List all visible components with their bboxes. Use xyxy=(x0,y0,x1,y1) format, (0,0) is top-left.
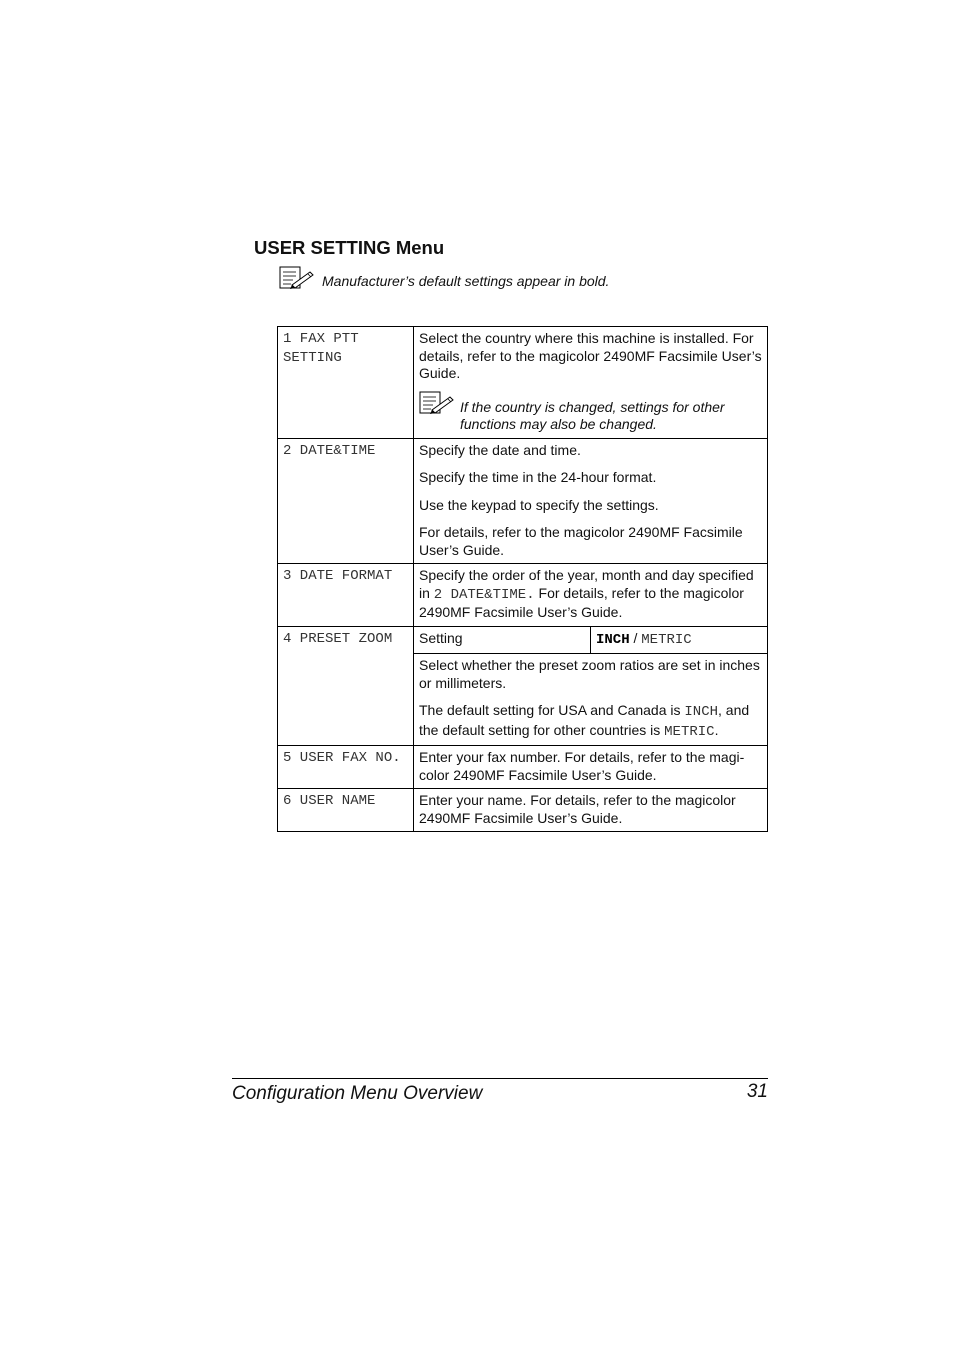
menu-item-name: 4 PRESET ZOOM xyxy=(278,626,414,746)
menu-item-name: 5 USER FAX NO. xyxy=(278,746,414,789)
menu-item-description xyxy=(414,564,768,627)
description-text: For details, refer to the magicolor 2490MF Facsimile User’s Guide. xyxy=(419,524,743,558)
footer-divider xyxy=(232,1078,768,1079)
menu-item-description xyxy=(414,327,768,439)
description-text xyxy=(419,567,763,622)
inline-note xyxy=(419,393,763,434)
description-text xyxy=(419,702,763,741)
metric-value: METRIC xyxy=(664,723,715,740)
table-row xyxy=(278,626,768,654)
page-number: 31 xyxy=(746,1081,768,1102)
note-pencil-icon xyxy=(279,266,315,290)
setting-values xyxy=(591,626,768,654)
table-row xyxy=(278,438,768,564)
menu-item-description xyxy=(414,789,768,832)
description-text: Enter your name. For details, refer to the magicolor 2490MF Facsimile User’s Guide. xyxy=(419,792,736,826)
value-separator: / xyxy=(629,629,642,646)
description-text: Select the country where this machine is installed. For details, refer to the magicolor 2490MF Facsimile User’s Guide. xyxy=(419,330,762,381)
table-row xyxy=(278,564,768,627)
description-text: Select whether the preset zoom ratios are set in inches or millimeters. xyxy=(419,657,760,691)
inch-value: INCH xyxy=(684,704,718,720)
table-row xyxy=(278,789,768,832)
menu-item-description xyxy=(414,654,768,746)
menu-item-name: 3 DATE FORMAT xyxy=(278,564,414,627)
menu-item-description xyxy=(414,438,768,564)
menu-reference: 2 DATE&TIME. xyxy=(433,586,535,603)
description-text-end: . xyxy=(714,721,719,738)
inline-note-text: If the country is changed, settings for other functions may also be changed. xyxy=(460,398,725,432)
description-text: Specify the date and time. xyxy=(419,441,581,458)
description-text: Specify the time in the 24-hour format. xyxy=(419,469,657,485)
table-row xyxy=(278,746,768,789)
default-value: INCH xyxy=(596,631,630,648)
description-text-start: The default setting for USA and Canada is xyxy=(419,702,685,718)
description-text-start: Specify the order of the year, month and day specified in xyxy=(419,567,754,601)
other-value: METRIC xyxy=(641,631,692,648)
menu-item-name: 1 FAX PTT SETTING xyxy=(278,327,414,439)
table-row xyxy=(278,327,768,439)
user-setting-table xyxy=(277,326,768,832)
default-note-text: Manufacturer’s default settings appear in bold. xyxy=(322,273,610,289)
description-text: Enter your fax number. For details, refer to the magi-color 2490MF Facsimile User’s Guide. xyxy=(419,749,745,783)
menu-item-description xyxy=(414,746,768,789)
menu-item-name: 2 DATE&TIME xyxy=(278,438,414,564)
description-text-end: For details, refer to the magicolor 2490MF Facsimile User’s Guide. xyxy=(419,584,744,620)
setting-label: Setting xyxy=(414,626,591,654)
note-pencil-icon xyxy=(419,391,455,415)
footer-title: Configuration Menu Overview xyxy=(232,1083,483,1104)
default-note xyxy=(279,266,609,290)
description-text-mid: , and the default setting for other countries is xyxy=(419,702,750,738)
description-text: Use the keypad to specify the settings. xyxy=(419,496,659,513)
menu-item-name: 6 USER NAME xyxy=(278,789,414,832)
section-title: USER SETTING Menu xyxy=(254,237,445,258)
